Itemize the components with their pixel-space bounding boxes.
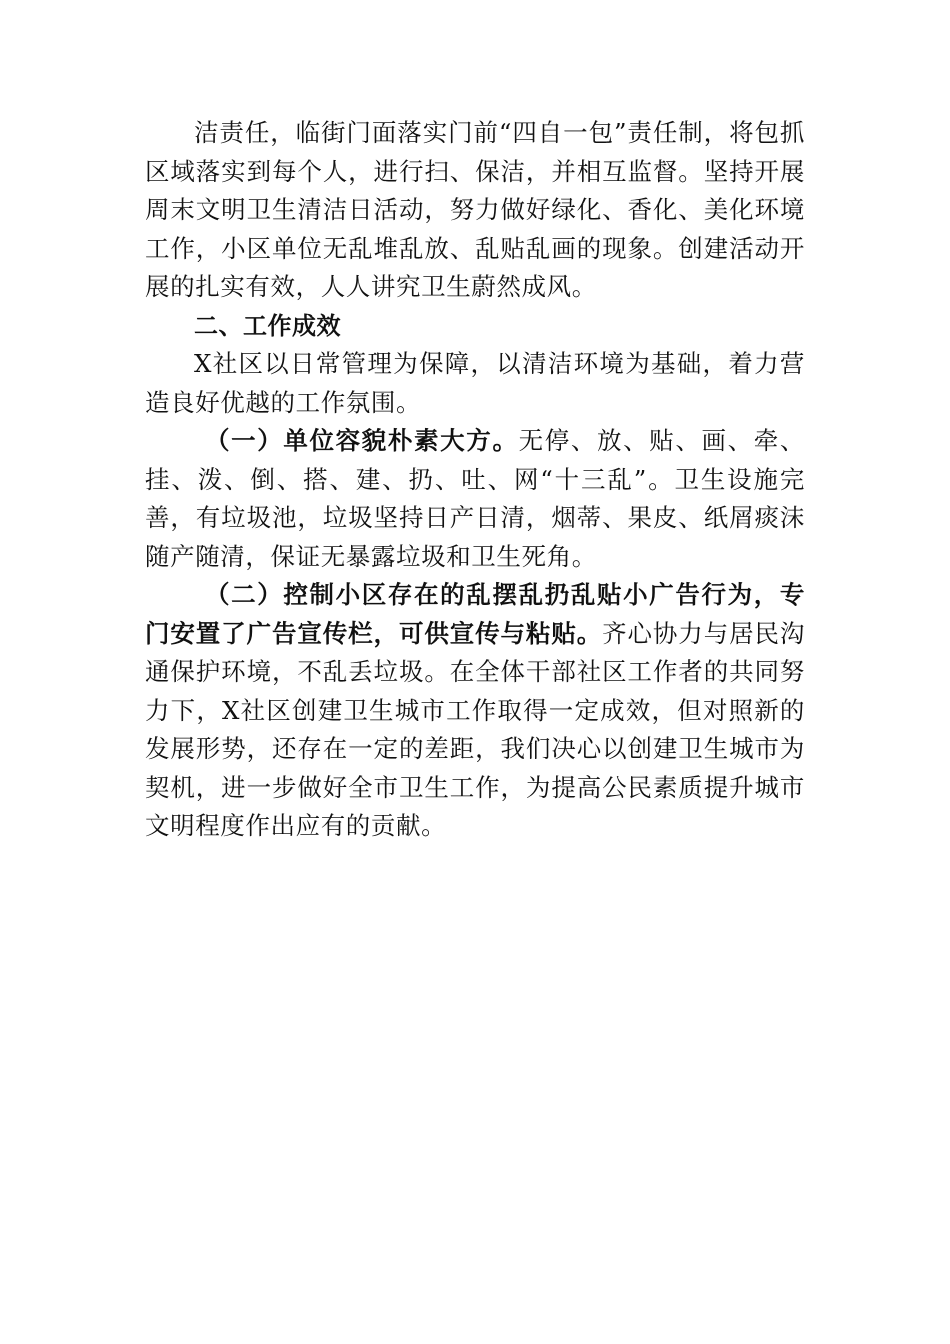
paragraph-ad-control-body: 齐心协力与居民沟通保护环境，不乱丢垃圾。在全体干部社区工作者的共同努力下，X社区创建卫生城市工作取得一定成效，但对照新的发展形势，还存在一定的差距，我们决心以创建卫生城市为契机，进一步做好全市卫生工作，为提高公民素质提升城市文明程度作出应有的贡献。 — [145, 618, 805, 840]
subheading-ad-control: （二）控制小区存在的乱摆乱扔乱贴小广告行为，专门安置了广告宣传栏，可供宣传与粘贴。 — [145, 580, 805, 648]
paragraph-responsibility: 洁责任，临街门面落实门前“四自一包”责任制，将包抓区域落实到每个人，进行扫、保洁，并相互监督。坚持开展周末文明卫生清洁日活动，努力做好绿化、香化、美化环境工作，小区单位无乱堆乱放、乱贴乱画的现象。创建活动开展的扎实有效，人人讲究卫生蔚然成风。 — [145, 118, 805, 301]
paragraph-ad-control — [145, 576, 805, 846]
paragraph-intro: X社区以日常管理为保障，以清洁环境为基础，着力营造良好优越的工作氛围。 — [145, 349, 805, 417]
paragraph-unit-appearance — [145, 422, 805, 576]
document-body — [145, 114, 805, 846]
subheading-unit-appearance: （一）单位容貌朴素大方。 — [205, 426, 519, 455]
section-heading-work-results: 二、工作成效 — [194, 311, 341, 340]
paragraph-unit-appearance-body: 无停、放、贴、画、牵、挂、泼、倒、搭、建、扔、吐、网“十三乱”。卫生设施完善，有垃圾池，垃圾坚持日产日清，烟蒂、果皮、纸屑痰沫随产随清，保证无暴露垃圾和卫生死角。 — [145, 426, 805, 571]
